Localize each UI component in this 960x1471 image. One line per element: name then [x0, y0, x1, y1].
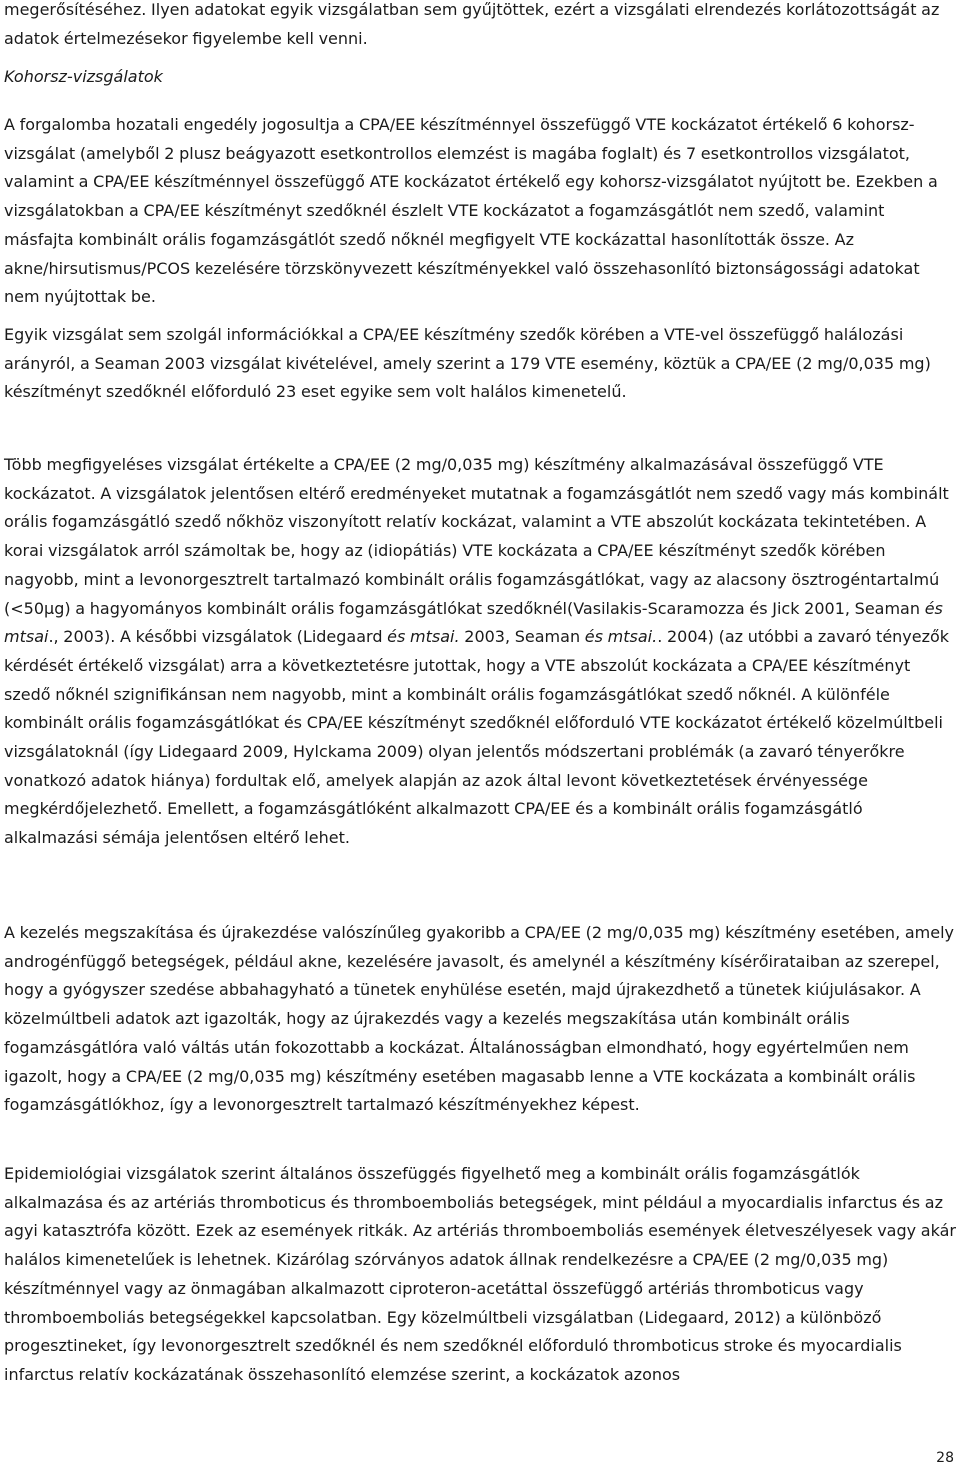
paragraph-observational-studies: [4, 451, 956, 853]
obs-text-part-2: ., 2003). A későbbi vizsgálatok (Lidegaard: [48, 627, 388, 647]
obs-text-part-3: 2003, Seaman: [459, 627, 585, 647]
page-number: 28: [936, 1450, 954, 1466]
obs-text-part-4: . 2004) (az utóbbi a zavaró tényezők kérdését értékelő vizsgálat) arra a következtetésre jutottak, hogy a VTE abszolút kockázata a CPA/EE készítményt szedő nőknél szignifikánsan nem nagyobb, mint a kombinált orális fogamzásgátlókat szedő nőknél. A különféle kombinált orális fogamzásgátlókat és CPA/EE készítményt szedőknél előforduló VTE kockázatot értékelő közelmúltbeli vizsgálatoknál (így Lidegaard 2009, Hylckama 2009) olyan jelentős módszertani problémák (a zavaró tényerőkre vonatkozó adatok hiánya) fordultak elő, amelyek alapján az azok által levont következtetések érvényessége megkérdőjelezhető. Emellett, a fogamzásgátlóként alkalmazott CPA/EE és a kombinált orális fogamzásgátló alkalmazási sémája jelentősen eltérő lehet.: [4, 627, 950, 848]
obs-italic-1: és mtsai: [4, 598, 943, 647]
paragraph-continuation: megerősítéséhez. Ilyen adatokat egyik vizsgálatban sem gyűjtöttek, ezért a vizsgálati elrendezés korlátozottságát az adatok értelmezésekor figyelembe kell venni.: [4, 0, 940, 48]
paragraph-treatment-interruption: A kezelés megszakítása és újrakezdése valószínűleg gyakoribb a CPA/EE (2 mg/0,035 mg) készítmény esetében, amely androgénfüggő betegségek, például akne, kezelésére javasolt, és amelynél a készítmény kísérőirataiban az szerepel, hogy a gyógyszer szedése abbahagyható a tünetek enyhülése esetén, majd újrakezdhető a tünetek kiújulásakor. A közelmúltbeli adatok azt igazolták, hogy az újrakezdés vagy a kezelés megszakítása után kombinált orális fogamzásgátlóra való váltás után fokozottabb a kockázat. Általánosságban elmondható, hogy egyértelműen nem igazolt, hogy a CPA/EE (2 mg/0,035 mg) készítmény esetében magasabb lenne a VTE kockázata a kombinált orális fogamzásgátlókhoz, így a levonorgesztrelt tartalmazó készítményekhez képest.: [4, 923, 954, 1115]
paragraph-epidemiology: Epidemiológiai vizsgálatok szerint általános összefüggés figyelhető meg a kombinált orális fogamzásgátlók alkalmazása és az artériás thromboticus és thromboemboliás betegségek, mint például a myocardialis infarctus és az agyi katasztrófa között. Ezek az események ritkák. Az artériás thromboemboliás események életveszélyesek vagy akár halálos kimenetelűek is lehetnek. Kizárólag szórványos adatok állnak rendelkezésre a CPA/EE (2 mg/0,035 mg) készítménnyel vagy az önmagában alkalmazott ciproteron-acetáttal összefüggő artériás thromboticus vagy thromboemboliás betegségekkel kapcsolatban. Egy közelmúltbeli vizsgálatban (Lidegaard, 2012) a különböző progesztineket, így levonorgesztrelt szedőknél és nem szedőknél előforduló thromboticus stroke és myocardialis infarctus relatív kockázatának összehasonlító elemzése szerint, a kockázatok azonos: [4, 1164, 956, 1384]
section-heading: Kohorsz-vizsgálatok: [4, 67, 163, 86]
obs-italic-3: és mtsai.: [584, 627, 658, 647]
obs-text-part-1: Több megfigyeléses vizsgálat értékelte a CPA/EE (2 mg/0,035 mg) készítmény alkalmazásával összefüggő VTE kockázatot. A vizsgálatok jelentősen eltérő eredményeket mutatnak a fogamzásgátlót nem szedő vagy más kombinált orális fogamzásgátló szedő nőkhöz viszonyított relatív kockázat, valamint a VTE abszolút kockázata tekintetében. A korai vizsgálatok arról számoltak be, hogy az (idiopátiás) VTE kockázata a CPA/EE készítményt szedők körében nagyobb, mint a levonorgesztrelt tartalmazó kombinált orális fogamzásgátlókat, vagy az alacsony ösztrogéntartalmú (<50µg) a hagyományos kombinált orális fogamzásgátlókat szedőknél(Vasilakis-Scaramozza és Jick 2001, Seaman: [4, 455, 949, 618]
paragraph-cohort-studies: A forgalomba hozatali engedély jogosultja a CPA/EE készítménnyel összefüggő VTE kockázatot értékelő 6 kohorsz-vizsgálat (amelyből 2 plusz beágyazott esetkontrollos elemzést is magába foglalt) és 7 esetkontrollos vizsgálatot, valamint a CPA/EE készítménnyel összefüggő ATE kockázatot értékelő egy kohorsz-vizsgálatot nyújtott be. Ezekben a vizsgálatokban a CPA/EE készítményt szedőknél észlelt VTE kockázatot a fogamzásgátlót nem szedő, valamint másfajta kombinált orális fogamzásgátlót szedő nőknél megfigyelt VTE kockázattal hasonlították össze. Az akne/hirsutismus/PCOS kezelésére törzskönyvezett készítményekkel való összehasonlító biztonságossági adatokat nem nyújtottak be.: [4, 115, 938, 307]
obs-italic-2: és mtsai.: [387, 627, 460, 647]
paragraph-fatality: Egyik vizsgálat sem szolgál információkkal a CPA/EE készítmény szedők körében a VTE-vel összefüggő halálozási arányról, a Seaman 2003 vizsgálat kivételével, amely szerint a 179 VTE esemény, köztük a CPA/EE (2 mg/0,035 mg) készítményt szedőknél előforduló 23 eset egyike sem volt halálos kimenetelű.: [4, 325, 931, 402]
